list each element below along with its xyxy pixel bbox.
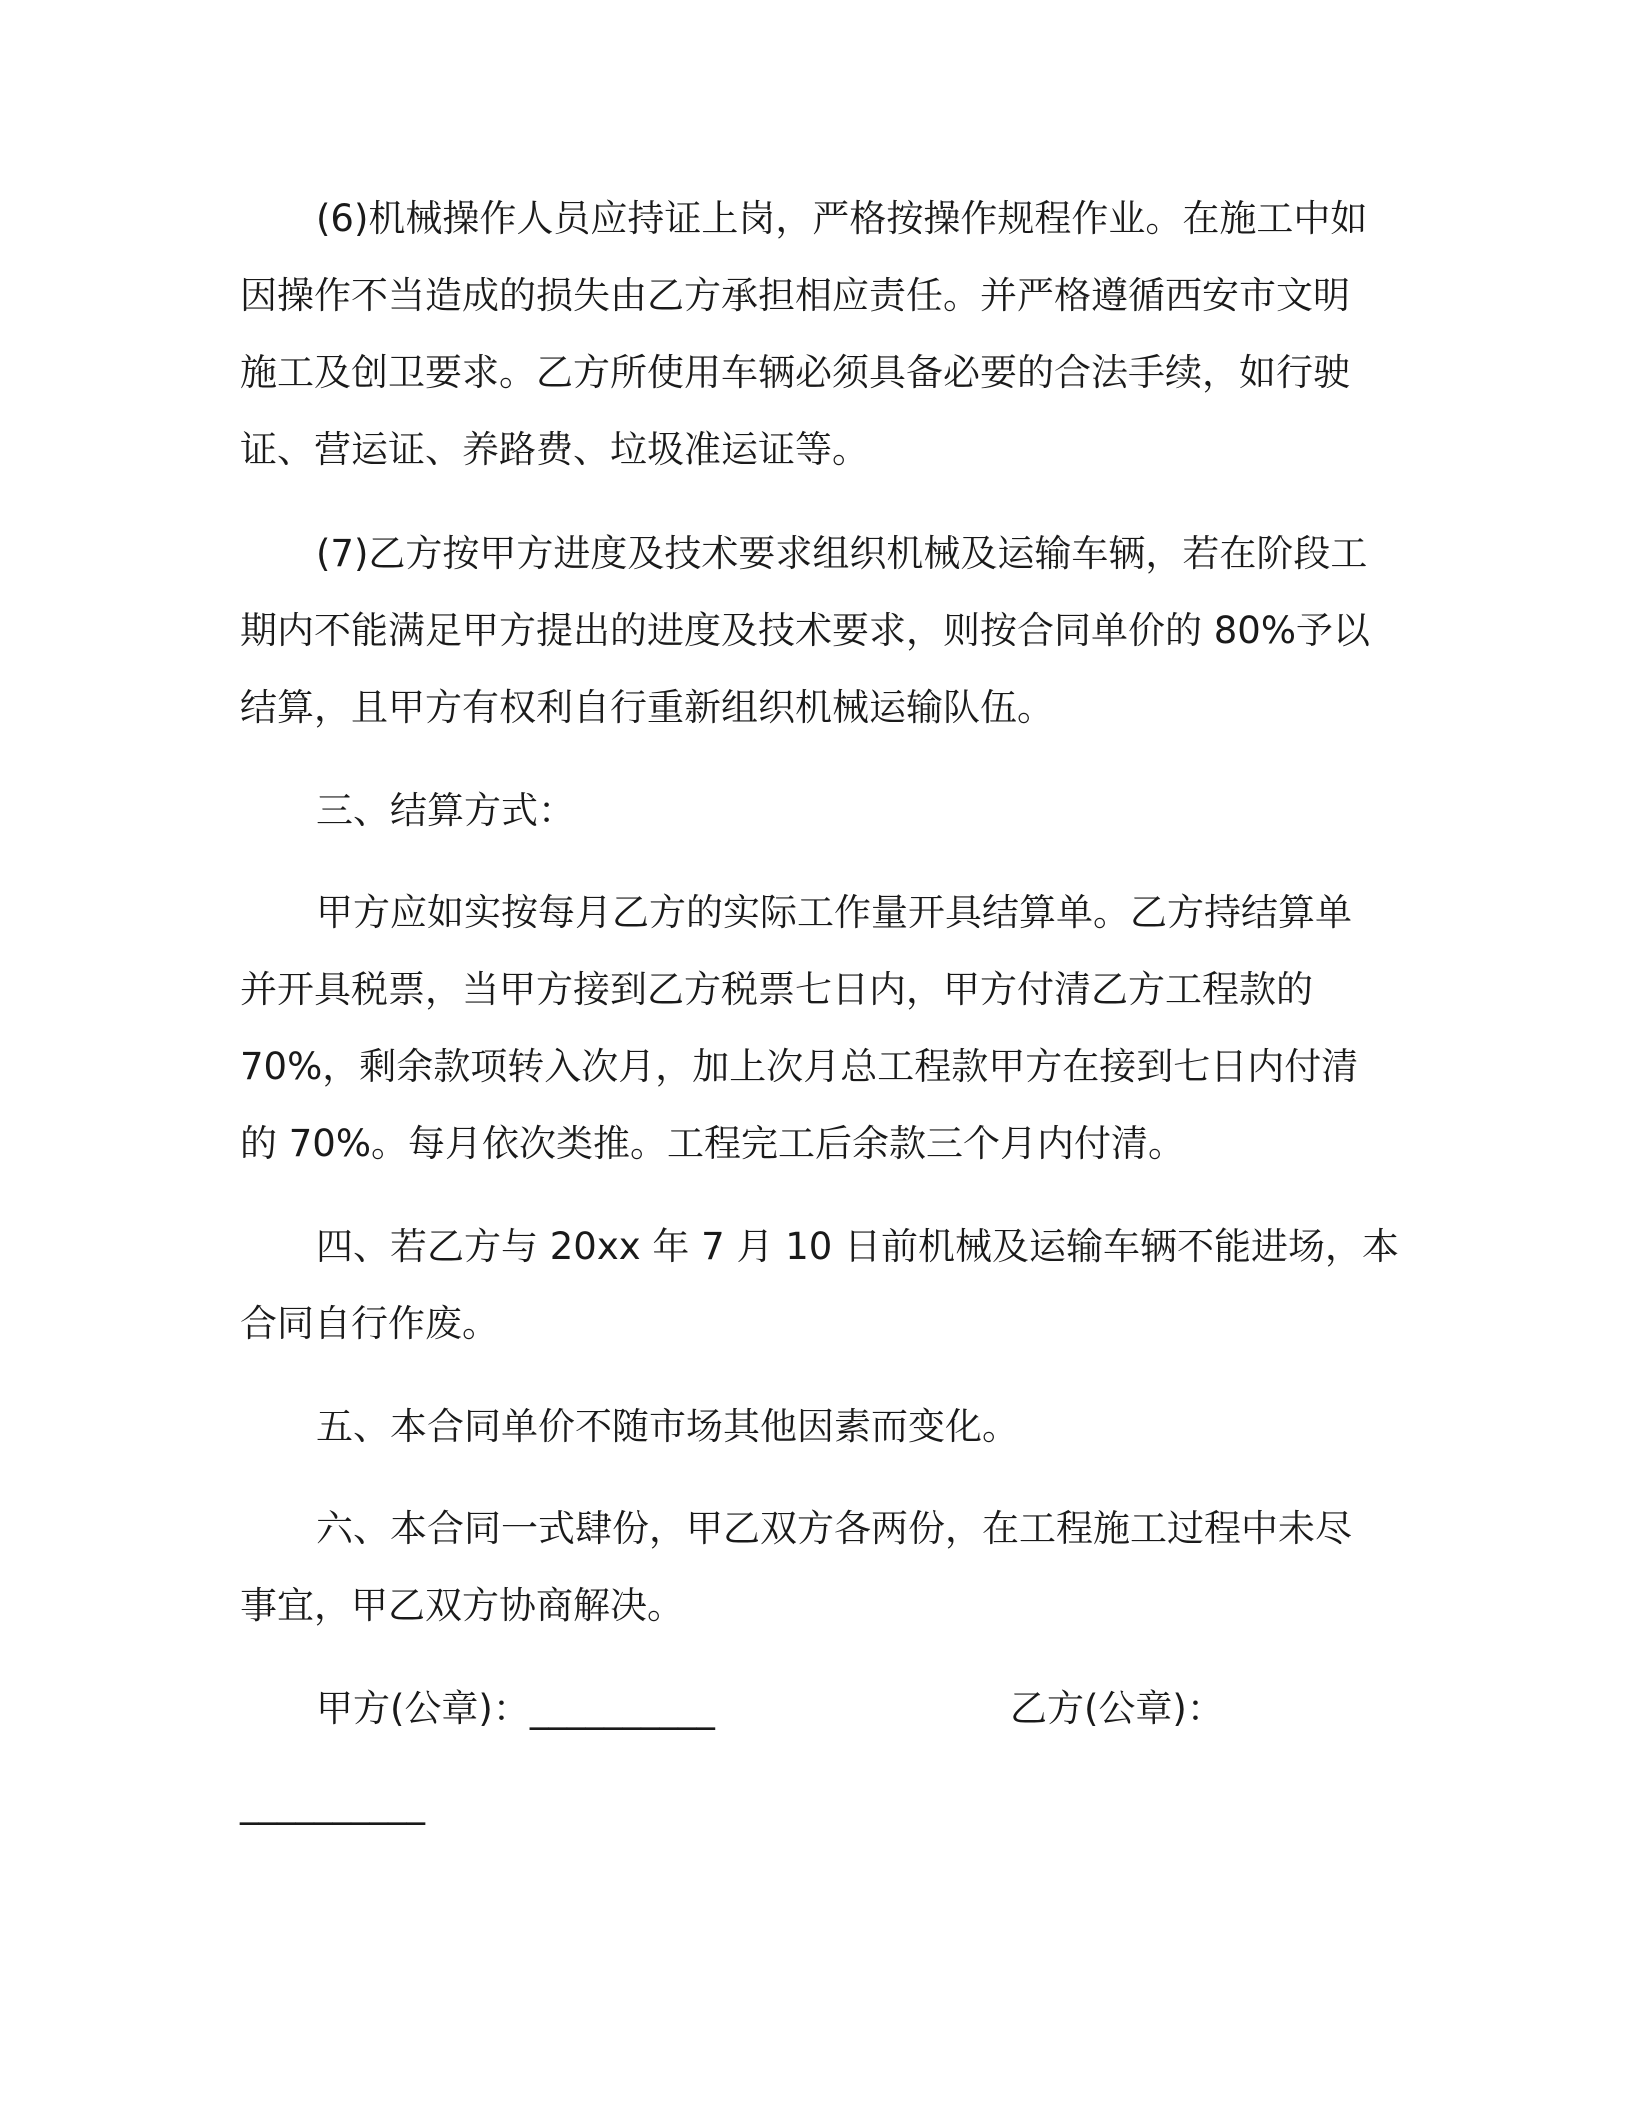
clause-6-line-4: 证、营运证、养路费、垃圾准运证等。 bbox=[240, 428, 869, 471]
section-5-line-1: 五、本合同单价不随市场其他因素而变化。 bbox=[316, 1405, 1019, 1448]
party-b-signature: 乙方(公章)： bbox=[1010, 1687, 1224, 1730]
party-b-signature-blank: __________ bbox=[240, 1782, 425, 1825]
settlement-line-3: 70%，剩余款项转入次月，加上次月总工程款甲方在接到七日内付清 bbox=[240, 1045, 1359, 1088]
settlement-line-4: 的 70%。每月依次类推。工程完工后余款三个月内付清。 bbox=[240, 1122, 1185, 1165]
section-4-line-2: 合同自行作废。 bbox=[240, 1302, 499, 1345]
clause-6-line-2: 因操作不当造成的损失由乙方承担相应责任。并严格遵循西安市文明 bbox=[240, 274, 1350, 317]
clause-7-line-1: (7)乙方按甲方进度及技术要求组织机械及运输车辆，若在阶段工 bbox=[316, 532, 1368, 575]
clause-6-line-1: (6)机械操作人员应持证上岗，严格按操作规程作业。在施工中如 bbox=[316, 197, 1368, 240]
section-4-line-1: 四、若乙方与 20xx 年 7 月 10 日前机械及运输车辆不能进场，本 bbox=[316, 1225, 1400, 1268]
party-a-signature: 甲方(公章)：__________ bbox=[316, 1687, 715, 1730]
section-3-heading: 三、结算方式： bbox=[316, 789, 575, 832]
section-6-line-2: 事宜，甲乙双方协商解决。 bbox=[240, 1584, 684, 1627]
settlement-line-1: 甲方应如实按每月乙方的实际工作量开具结算单。乙方持结算单 bbox=[316, 891, 1352, 934]
settlement-line-2: 并开具税票，当甲方接到乙方税票七日内，甲方付清乙方工程款的 bbox=[240, 968, 1313, 1011]
clause-6-line-3: 施工及创卫要求。乙方所使用车辆必须具备必要的合法手续，如行驶 bbox=[240, 351, 1350, 394]
clause-7-line-2: 期内不能满足甲方提出的进度及技术要求，则按合同单价的 80%予以 bbox=[240, 609, 1370, 652]
section-6-line-1: 六、本合同一式肆份，甲乙双方各两份，在工程施工过程中未尽 bbox=[316, 1507, 1352, 1550]
clause-7-line-3: 结算，且甲方有权利自行重新组织机械运输队伍。 bbox=[240, 686, 1054, 729]
